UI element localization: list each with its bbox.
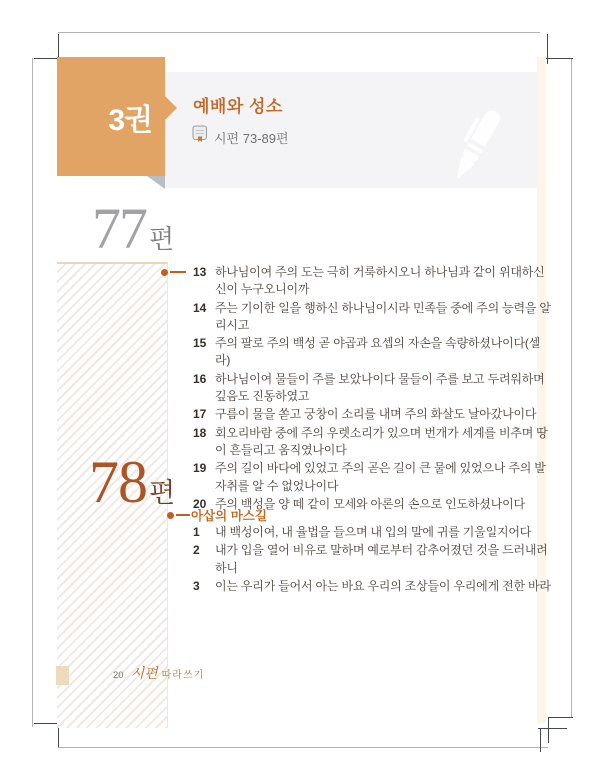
crop-mark-bleed-top	[58, 32, 540, 33]
volume-badge-arrow	[165, 96, 177, 120]
verse-text: 주의 길이 바다에 있었고 주의 곧은 길이 큰 물에 있었으나 주의 발자취를 알 수 없었나이다	[215, 461, 546, 493]
verse-number: 15	[193, 336, 207, 351]
verse-number: 16	[193, 371, 207, 386]
verse-text: 주의 팔로 주의 백성 곧 야곱과 요셉의 자손을 속량하셨나이다(셀라)	[215, 336, 541, 368]
verse-row	[188, 406, 552, 423]
verse-row	[188, 264, 552, 299]
verse-text: 내가 입을 열어 비유로 말하며 예로부터 감추어졌던 것을 드러내려 하니	[215, 543, 548, 575]
verse-number: 18	[193, 425, 207, 440]
crop-mark-trim-br-h1	[548, 717, 573, 718]
crop-mark-bleed-bottom	[58, 747, 548, 748]
book-title-script: 시편	[130, 666, 158, 682]
psalm-subheading: 아삽의 마스길	[191, 509, 267, 523]
subheading-bullet-dash	[176, 514, 190, 516]
verse-number: 17	[193, 407, 207, 422]
verse-number: 3	[193, 578, 200, 593]
verse-number: 19	[193, 461, 207, 476]
footer	[113, 663, 204, 683]
verse-row	[188, 300, 552, 335]
verse-number: 13	[193, 265, 207, 279]
chapter-title: 예배와 성소	[193, 97, 283, 116]
verse-list-77	[188, 264, 552, 514]
section-heading-78	[89, 449, 176, 515]
verse-text: 주의 백성을 양 떼 같이 모세와 아론의 손으로 인도하셨나이다	[215, 496, 525, 511]
volume-badge	[57, 57, 165, 176]
crop-mark-trim-br-v2	[540, 728, 541, 752]
verse-text: 하나님이여 주의 도는 극히 거룩하시오니 하나님과 같이 위대하신 신이 누구오니이까	[215, 265, 545, 297]
verse-row	[188, 425, 552, 460]
footer-accent-square	[56, 666, 69, 685]
verse-bullet-dot	[161, 269, 168, 276]
verse-row	[188, 542, 552, 577]
subheading-bullet-dot	[167, 512, 174, 519]
verse-number: 1	[193, 525, 200, 539]
verse-row	[188, 335, 552, 370]
book-title-rest: 따라쓰기	[161, 670, 205, 681]
verse-number: 14	[193, 300, 207, 315]
section-number: 77	[92, 196, 146, 261]
chapter-subtitle: 시편 73-89편	[214, 131, 289, 146]
crop-mark-trim-br-v1	[548, 717, 549, 743]
verse-text: 주는 기이한 일을 행하신 하나님이시라 민족들 중에 주의 능력을 알리시고	[215, 300, 551, 332]
crop-mark-trim-br-h2	[538, 728, 567, 729]
section-heading-77	[92, 196, 175, 261]
verse-list-78	[188, 524, 552, 596]
section-number: 78	[89, 449, 147, 515]
notebook-icon	[192, 125, 208, 143]
page-number: 20	[113, 670, 124, 681]
section-suffix: 편	[149, 478, 176, 508]
verse-bullet-dash	[170, 271, 186, 273]
verse-number: 2	[193, 543, 200, 558]
verse-row	[188, 371, 552, 406]
verse-text: 구름이 물을 쏟고 궁창이 소리를 내며 주의 화살도 날아갔나이다	[215, 407, 537, 422]
section-suffix: 편	[149, 225, 175, 254]
volume-label: 3권	[108, 103, 152, 137]
verse-row	[188, 578, 552, 595]
crop-mark-trim-tr-v	[547, 34, 548, 64]
verse-text: 회오리바람 중에 주의 우렛소리가 있으며 번개가 세계를 비추며 땅이 흔들리고 움직였나이다	[215, 425, 548, 457]
verse-row	[188, 524, 552, 541]
verse-row	[188, 460, 552, 495]
verse-text: 이는 우리가 들어서 아는 바요 우리의 조상들이 우리에게 전한 바라	[215, 578, 551, 593]
verse-number: 20	[193, 496, 207, 511]
verse-text: 하나님이여 물들이 주를 보았나이다 물들이 주를 보고 두려워하며 깊음도 진동하였고	[215, 371, 545, 404]
verse-text: 내 백성이여, 내 율법을 들으며 내 입의 말에 귀를 기울일지어다	[215, 525, 532, 539]
crop-mark-bleed-right	[571, 58, 572, 718]
pen-icon	[435, 100, 515, 195]
crop-mark-bleed-left	[32, 58, 33, 727]
